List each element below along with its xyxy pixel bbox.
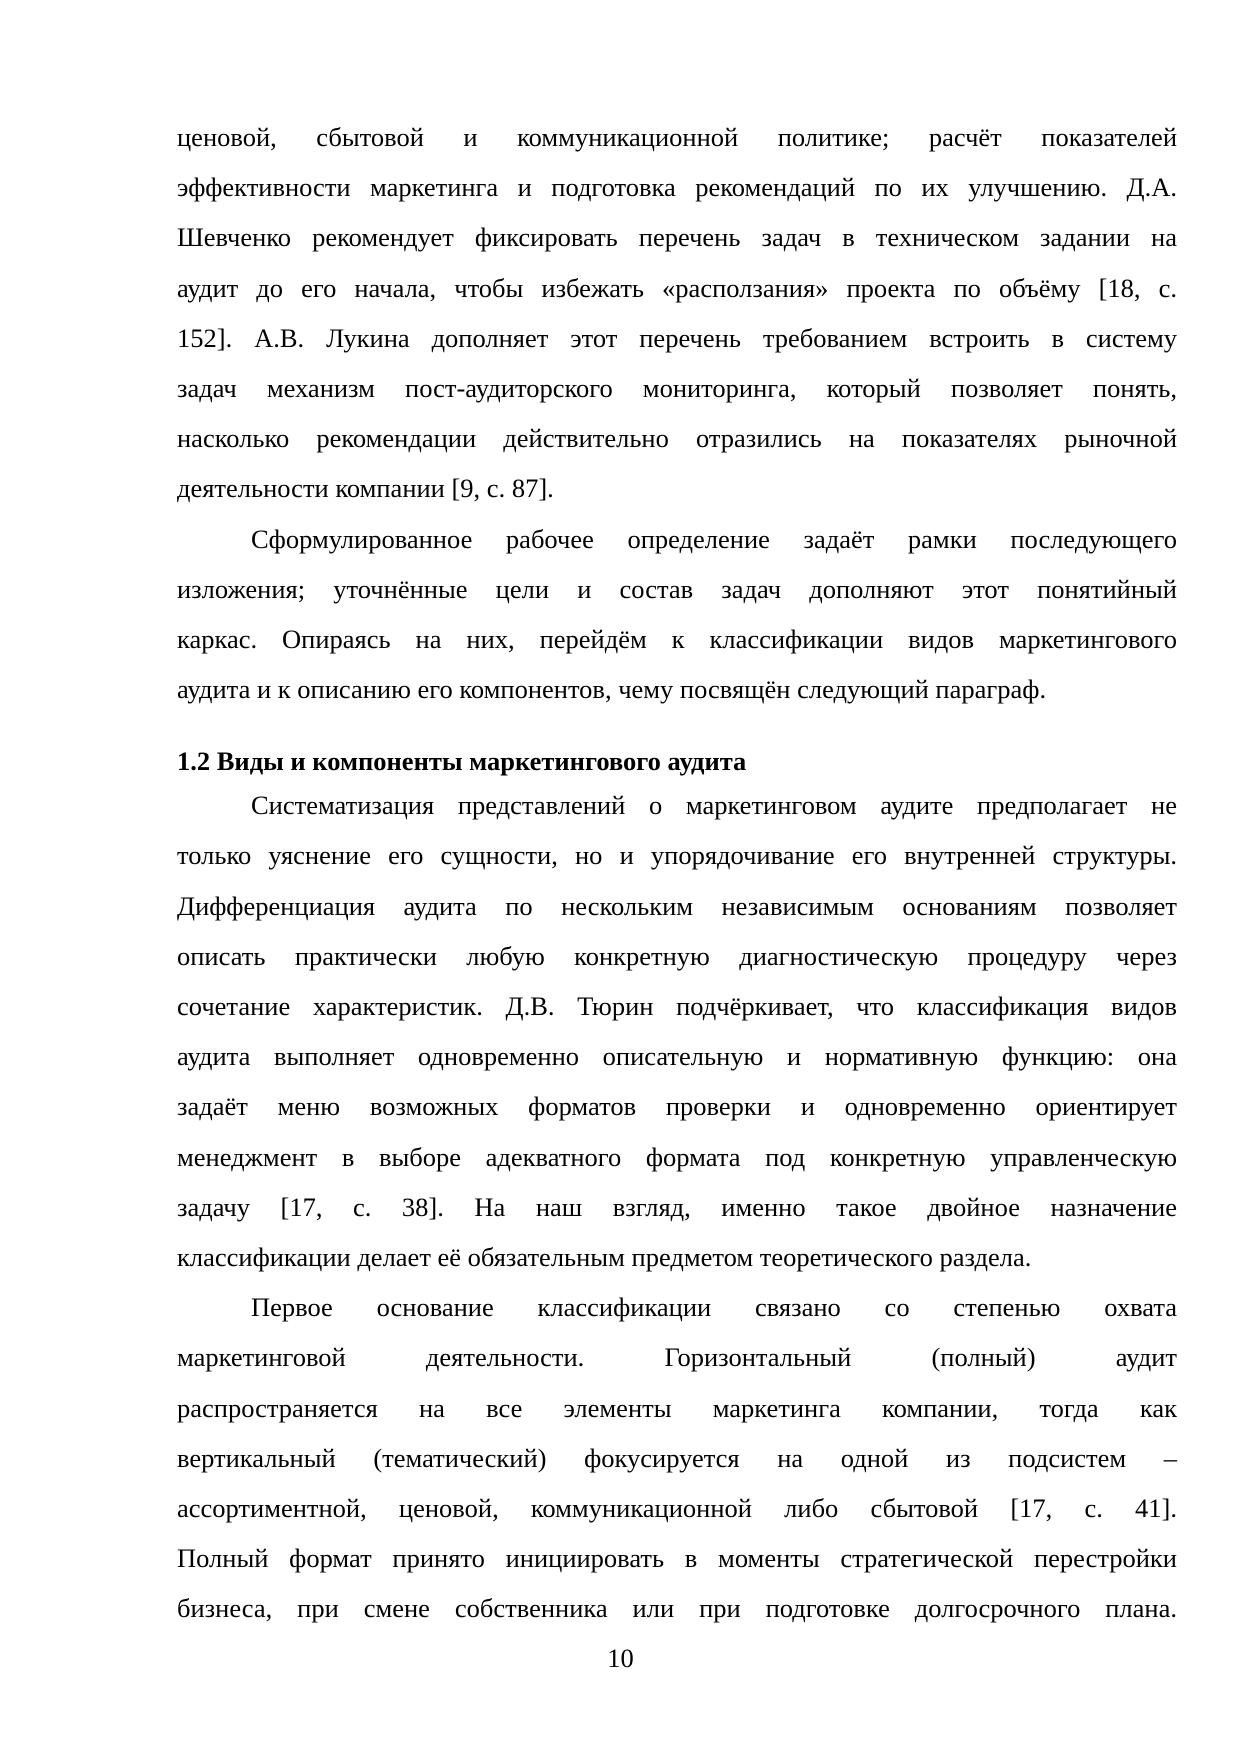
text-line: Дифференциация аудита по нескольким независимым основаниям позволяет [177, 890, 1177, 921]
text-line: эффективности маркетинга и подготовка рекомендаций по их улучшению. Д.А. [177, 172, 1177, 203]
text-line: сочетание характеристик. Д.В. Тюрин подчёркивает, что классификация видов [177, 991, 1177, 1021]
section-heading: 1.2 Виды и компоненты маркетингового аудита [177, 746, 747, 777]
text-line: аудита и к описанию его компонентов, чему посвящён следующий параграф. [177, 674, 1047, 705]
text-line: аудит до его начала, чтобы избежать «расползания» проекта по объёму [18, с. [177, 272, 1177, 303]
text-line: Сформулированное рабочее определение задаёт рамки последующего [251, 523, 1177, 554]
page-number: 10 [607, 1643, 634, 1673]
text-line: изложения; уточнённые цели и состав задач дополняют этот понятийный [177, 573, 1177, 604]
text-line: вертикальный (тематический) фокусируется на одной из подсистем – [177, 1442, 1177, 1473]
text-line: каркас. Опираясь на них, перейдём к классификации видов маркетингового [177, 623, 1177, 654]
text-line: деятельности компании [9, с. 87]. [177, 473, 554, 504]
text-line: Полный формат принято инициировать в моменты стратегической перестройки [177, 1543, 1177, 1574]
text-line: насколько рекомендации действительно отразились на показателях рыночной [177, 423, 1177, 454]
text-line: Первое основание классификации связано со степенью охвата [251, 1292, 1177, 1323]
text-line: 152]. А.В. Лукина дополняет этот перечень требованием встроить в систему [177, 322, 1177, 353]
document-page [177, 112, 1177, 1633]
text-line: Систематизация представлений о маркетинговом аудите предполагает не [251, 790, 1177, 821]
text-line: задаёт меню возможных форматов проверки и одновременно ориентирует [177, 1091, 1177, 1122]
text-line: менеджмент в выборе адекватного формата под конкретную управленческую [177, 1141, 1177, 1172]
text-line: аудита выполняет одновременно описательную и нормативную функцию: она [177, 1041, 1177, 1072]
text-line: только уяснение его сущности, но и упорядочивание его внутренней структуры. [177, 840, 1177, 871]
text-line: описать практически любую конкретную диагностическую процедуру через [177, 940, 1177, 971]
text-line: маркетинговой деятельности. Горизонтальный (полный) аудит [177, 1342, 1177, 1373]
text-line: классификации делает её обязательным предметом теоретического раздела. [177, 1241, 1032, 1272]
text-line: бизнеса, при смене собственника или при подготовке долгосрочного плана. [177, 1593, 1177, 1624]
text-line: ассортиментной, ценовой, коммуникационной либо сбытовой [17, с. 41]. [177, 1492, 1177, 1523]
text-line: Шевченко рекомендует фиксировать перечень задач в техническом задании на [177, 222, 1177, 253]
text-line: распространяется на все элементы маркетинга компании, тогда как [177, 1392, 1177, 1423]
text-line: задачу [17, с. 38]. На наш взгляд, именно такое двойное назначение [177, 1191, 1177, 1222]
text-line: ценовой, сбытовой и коммуникационной политике; расчёт показателей [177, 122, 1177, 152]
text-line: задач механизм пост-аудиторского мониторинга, который позволяет понять, [177, 372, 1177, 403]
